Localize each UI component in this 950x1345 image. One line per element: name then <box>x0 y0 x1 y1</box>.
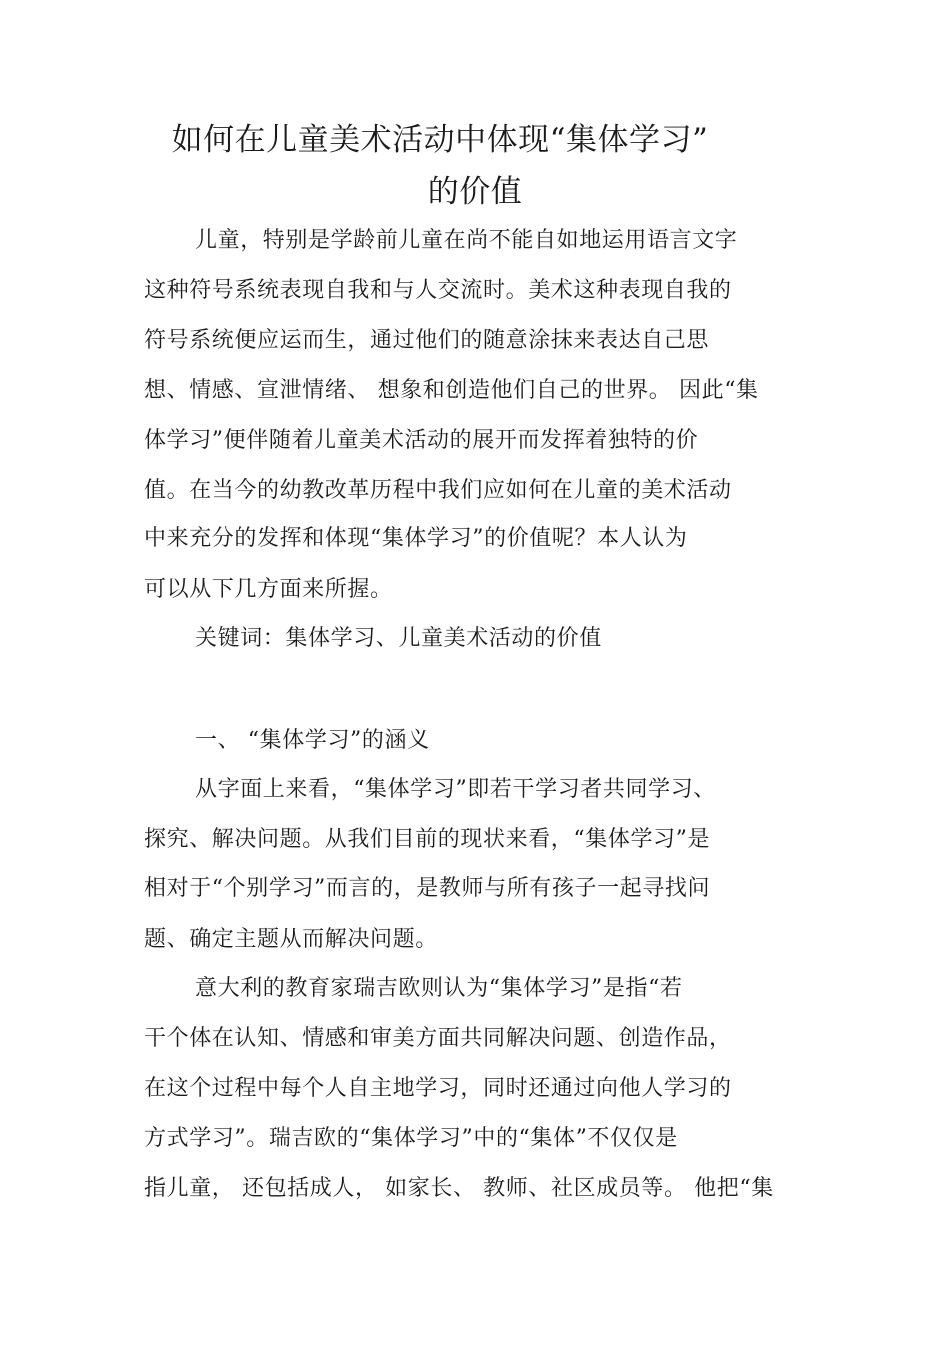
abstract-line: 这种符号系统表现自我和与人交流时。美术这种表现自我的 <box>144 278 732 303</box>
paragraph-line: 相对于“个别学习”而言的，是教师与所有孩子一起寻找问 <box>144 876 711 901</box>
document-title-line-1: 如何在儿童美术活动中体现“集体学习” <box>171 122 709 158</box>
keywords: 关键词：集体学习、儿童美术活动的价值 <box>195 626 602 651</box>
paragraph-line: 从字面上来看，“集体学习”即若干学习者共同学习、 <box>195 777 716 802</box>
section-1-heading: 一、 “集体学习”的涵义 <box>195 728 430 753</box>
document-title-line-2: 的价值 <box>427 174 523 210</box>
abstract-line: 中来充分的发挥和体现“集体学习”的价值呢？本人认为 <box>144 526 688 551</box>
abstract-line: 可以从下几方面来所握。 <box>144 577 393 602</box>
paragraph-line: 指儿童， 还包括成人， 如家长、 教师、社区成员等。 他把“集 <box>144 1176 774 1201</box>
paragraph-line: 探究、解决问题。从我们目前的现状来看，“集体学习”是 <box>144 827 711 852</box>
paragraph-line: 在这个过程中每个人自主地学习，同时还通过向他人学习的 <box>144 1076 732 1101</box>
abstract-line: 体学习”便伴随着儿童美术活动的展开而发挥着独特的价 <box>144 428 699 453</box>
abstract-line: 儿童，特别是学龄前儿童在尚不能自如地运用语言文字 <box>195 228 738 253</box>
abstract-line: 符号系统便应运而生，通过他们的随意涂抹来表达自己思 <box>144 328 710 353</box>
paragraph-line: 意大利的教育家瑞吉欧则认为“集体学习”是指“若 <box>195 976 683 1001</box>
abstract-line: 想、情感、宣泄情绪、 想象和创造他们自己的世界。 因此“集 <box>144 378 759 403</box>
paragraph-line: 干个体在认知、情感和审美方面共同解决问题、创造作品， <box>144 1026 732 1051</box>
paragraph-line: 方式学习”。瑞吉欧的“集体学习”中的“集体”不仅仅是 <box>144 1126 678 1151</box>
abstract-line: 值。在当今的幼教改革历程中我们应如何在儿童的美术活动 <box>144 478 732 503</box>
paragraph-line: 题、确定主题从而解决问题。 <box>144 927 438 952</box>
